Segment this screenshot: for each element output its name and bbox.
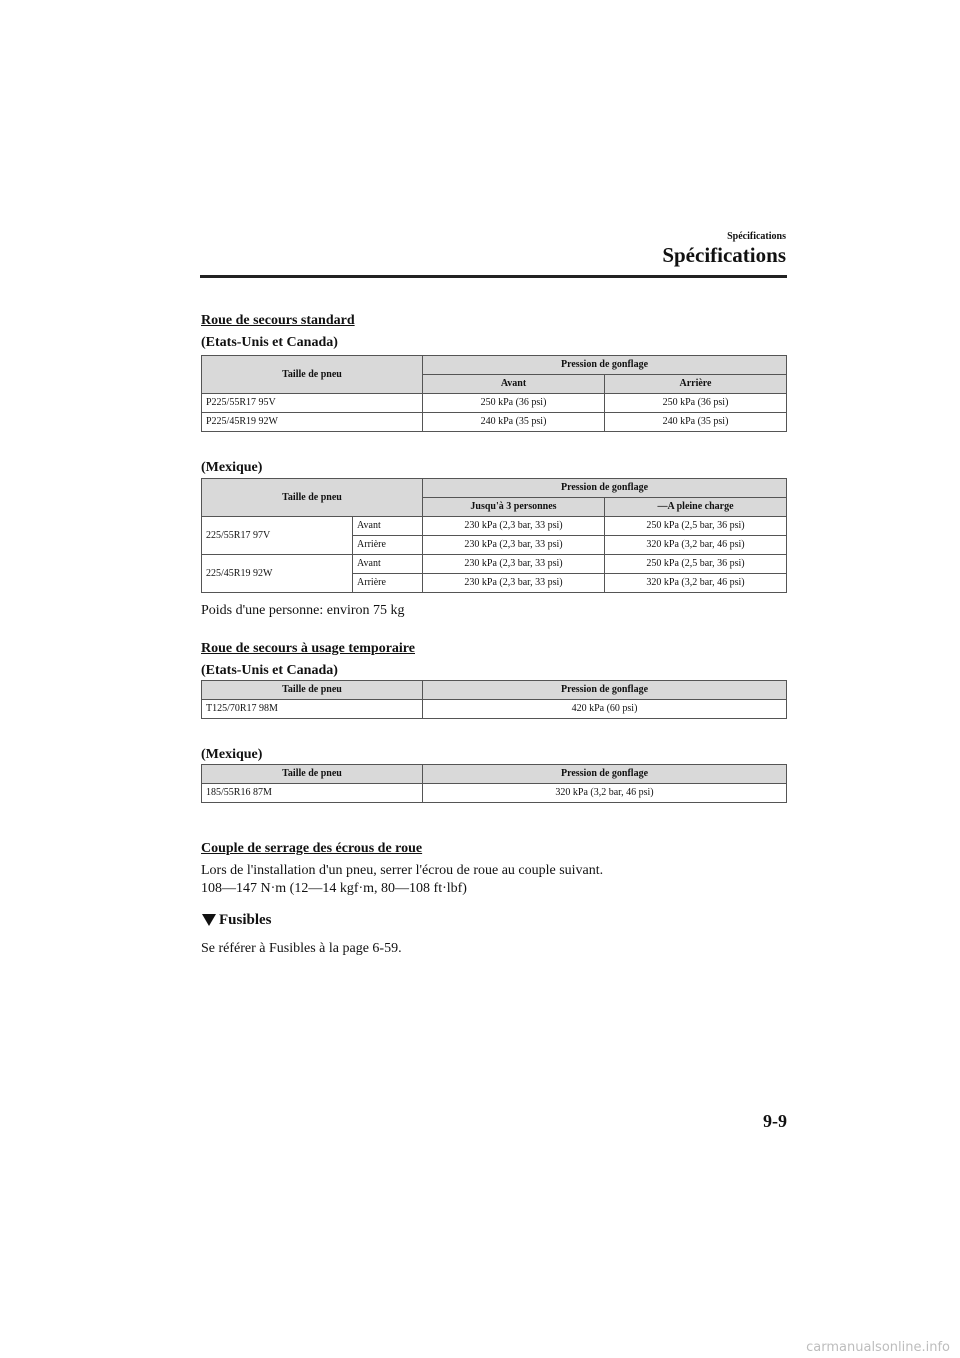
cell-position: Arrière	[353, 574, 423, 593]
subtitle-mexico: (Mexique)	[201, 747, 263, 762]
cell-position: Avant	[353, 517, 423, 536]
col-pressure: Pression de gonflage	[423, 479, 787, 498]
subtitle-us-canada: (Etats-Unis et Canada)	[201, 663, 338, 678]
cell-up3: 230 kPa (2,3 bar, 33 psi)	[423, 517, 605, 536]
col-full-load: —A pleine charge	[605, 498, 787, 517]
cell-position: Avant	[353, 555, 423, 574]
cell-full: 320 kPa (3,2 bar, 46 psi)	[605, 536, 787, 555]
torque-instruction: Lors de l'installation d'un pneu, serrer l'écrou de roue au couple suivant.	[201, 863, 604, 878]
cell-full: 250 kPa (2,5 bar, 36 psi)	[605, 555, 787, 574]
cell-rear: 240 kPa (35 psi)	[605, 413, 787, 432]
section-title-standard-spare: Roue de secours standard	[201, 313, 355, 328]
table-row	[202, 413, 787, 432]
fuses-heading	[201, 911, 787, 929]
col-tire-size: Taille de pneu	[202, 681, 423, 700]
header-big-title: Spécifications	[662, 243, 786, 267]
table-temporary-us	[201, 680, 787, 719]
table-row	[202, 517, 787, 536]
col-tire-size: Taille de pneu	[202, 479, 423, 517]
section-title-temporary-spare: Roue de secours à usage temporaire	[201, 641, 415, 656]
header-rule	[200, 275, 787, 278]
cell-size: P225/45R19 92W	[202, 413, 423, 432]
table-row	[202, 394, 787, 413]
table-row	[202, 784, 787, 803]
fuses-title: Fusibles	[219, 912, 272, 928]
cell-full: 320 kPa (3,2 bar, 46 psi)	[605, 574, 787, 593]
cell-front: 240 kPa (35 psi)	[423, 413, 605, 432]
subtitle-mexico: (Mexique)	[201, 460, 263, 475]
cell-position: Arrière	[353, 536, 423, 555]
cell-rear: 250 kPa (36 psi)	[605, 394, 787, 413]
torque-value: 108—147 N·m (12—14 kgf·m, 80—108 ft·lbf)	[201, 881, 467, 896]
table-row	[202, 555, 787, 574]
subtitle-us-canada: (Etats-Unis et Canada)	[201, 335, 338, 350]
cell-size: T125/70R17 98M	[202, 700, 423, 719]
table-standard-us	[201, 355, 787, 432]
col-pressure: Pression de gonflage	[423, 681, 787, 700]
cell-size: 225/45R19 92W	[202, 555, 353, 593]
table-temporary-mexico	[201, 764, 787, 803]
page-number: 9-9	[763, 1111, 787, 1131]
col-pressure: Pression de gonflage	[423, 765, 787, 784]
table-standard-mexico	[201, 478, 787, 593]
table-row	[202, 700, 787, 719]
triangle-down-icon	[202, 914, 216, 926]
col-tire-size: Taille de pneu	[202, 356, 423, 394]
cell-pressure: 320 kPa (3,2 bar, 46 psi)	[423, 784, 787, 803]
weight-note: Poids d'une personne: environ 75 kg	[201, 603, 405, 618]
col-rear: Arrière	[605, 375, 787, 394]
cell-size: 225/55R17 97V	[202, 517, 353, 555]
cell-front: 250 kPa (36 psi)	[423, 394, 605, 413]
col-tire-size: Taille de pneu	[202, 765, 423, 784]
watermark: carmanualsonline.info	[806, 1340, 950, 1355]
cell-size: P225/55R17 95V	[202, 394, 423, 413]
section-title-lug-nut-torque: Couple de serrage des écrous de roue	[201, 841, 423, 856]
cell-up3: 230 kPa (2,3 bar, 33 psi)	[423, 536, 605, 555]
col-up-to-3-persons: Jusqu'à 3 personnes	[423, 498, 605, 517]
col-pressure: Pression de gonflage	[423, 356, 787, 375]
header-small-title: Spécifications	[727, 231, 786, 242]
cell-up3: 230 kPa (2,3 bar, 33 psi)	[423, 574, 605, 593]
col-front: Avant	[423, 375, 605, 394]
fuses-reference: Se référer à Fusibles à la page 6-59.	[201, 941, 402, 956]
cell-pressure: 420 kPa (60 psi)	[423, 700, 787, 719]
cell-full: 250 kPa (2,5 bar, 36 psi)	[605, 517, 787, 536]
page-content	[201, 312, 787, 958]
cell-size: 185/55R16 87M	[202, 784, 423, 803]
cell-up3: 230 kPa (2,3 bar, 33 psi)	[423, 555, 605, 574]
